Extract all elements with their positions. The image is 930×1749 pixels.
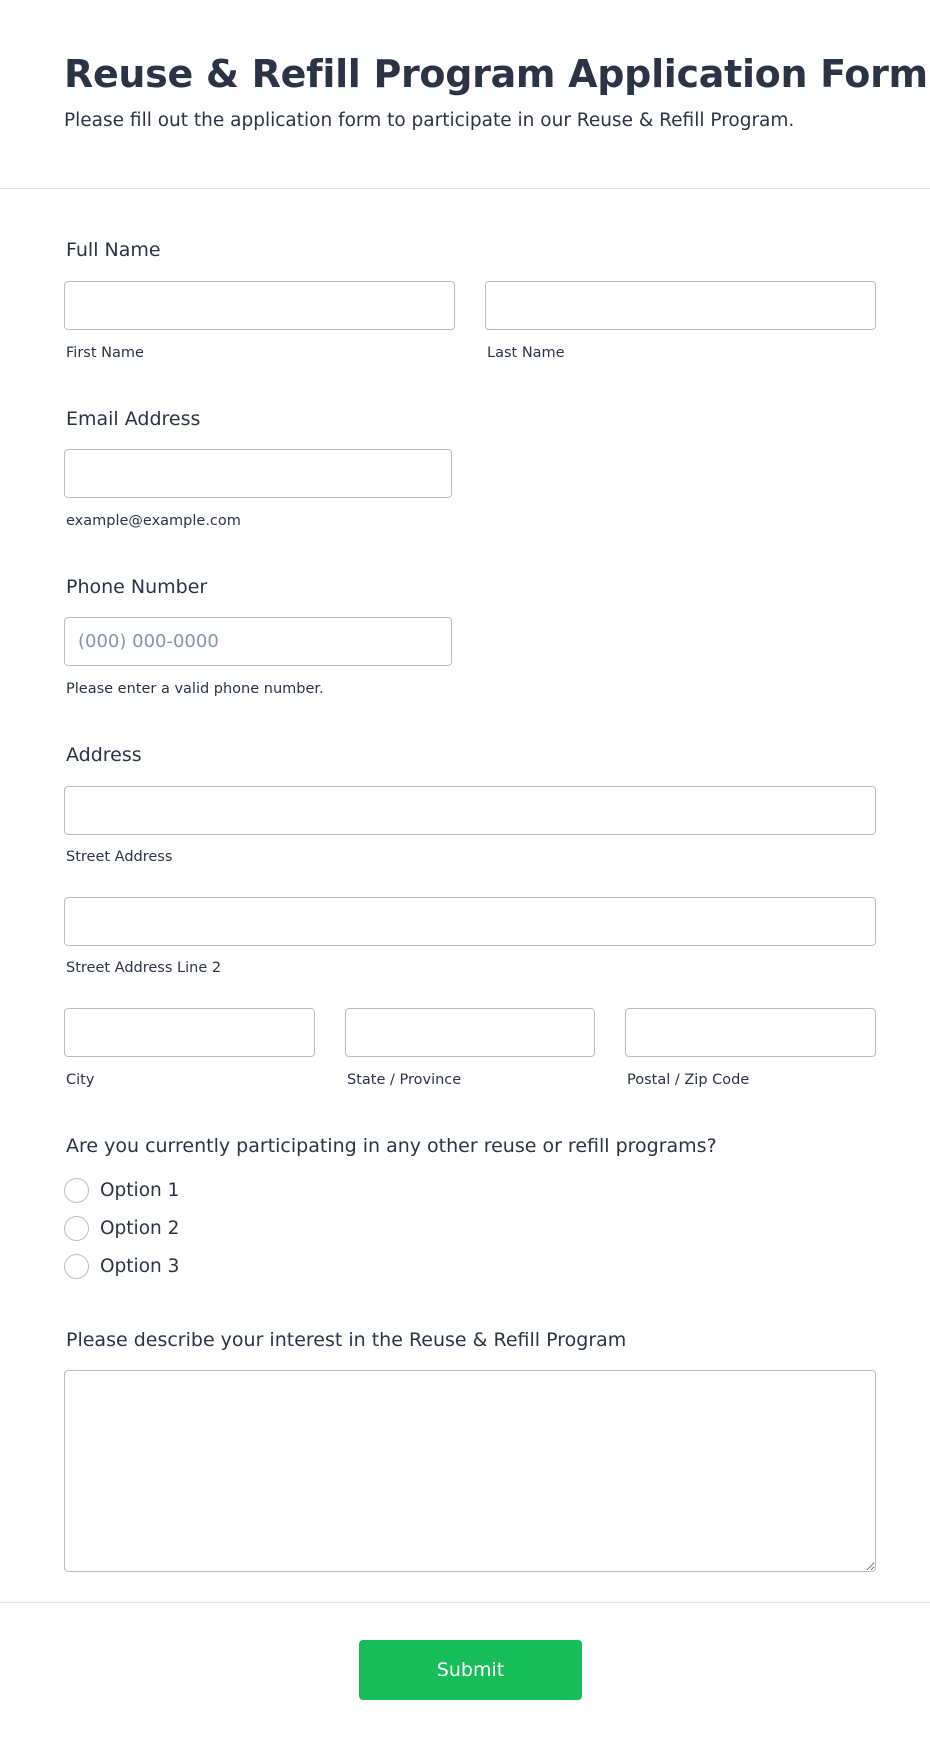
radio-option-1[interactable] [64,1177,179,1203]
radio-option-2[interactable] [64,1215,179,1241]
form-title: Reuse & Refill Program Application Form [64,52,928,96]
email-input[interactable] [64,449,452,498]
radio-circle-icon[interactable] [64,1216,89,1241]
postal-zip-sublabel: Postal / Zip Code [627,1072,750,1088]
radio-circle-icon[interactable] [64,1178,89,1203]
form-header [0,0,930,189]
first-name-input[interactable] [64,281,455,330]
phone-input[interactable] [64,617,452,666]
city-sublabel: City [66,1072,95,1088]
last-name-sublabel: Last Name [487,345,565,361]
street-address-sublabel: Street Address [66,849,173,865]
interest-label: Please describe your interest in the Reuse & Refill Program [66,1329,627,1351]
email-label: Email Address [66,408,201,430]
state-province-sublabel: State / Province [347,1072,462,1088]
street-address-input[interactable] [64,786,876,835]
radio-option-label[interactable]: Option 1 [100,1179,180,1201]
phone-label: Phone Number [66,576,208,598]
phone-sublabel: Please enter a valid phone number. [66,681,324,697]
street-address-line2-sublabel: Street Address Line 2 [66,960,222,976]
radio-option-label[interactable]: Option 3 [100,1255,180,1277]
state-province-input[interactable] [345,1008,595,1057]
participation-question: Are you currently participating in any other reuse or refill programs? [66,1135,717,1157]
postal-zip-input[interactable] [625,1008,876,1057]
radio-circle-icon[interactable] [64,1254,89,1279]
submit-button[interactable]: Submit [359,1640,582,1700]
radio-option-label[interactable]: Option 2 [100,1217,180,1239]
form-footer [0,1602,930,1749]
full-name-label: Full Name [66,239,161,261]
interest-textarea[interactable] [64,1370,876,1572]
address-label: Address [66,744,142,766]
first-name-sublabel: First Name [66,345,144,361]
radio-option-3[interactable] [64,1253,179,1279]
street-address-line2-input[interactable] [64,897,876,946]
email-sublabel: example@example.com [66,513,241,529]
form-subtitle: Please fill out the application form to participate in our Reuse & Refill Program. [64,110,795,131]
city-input[interactable] [64,1008,315,1057]
last-name-input[interactable] [485,281,876,330]
